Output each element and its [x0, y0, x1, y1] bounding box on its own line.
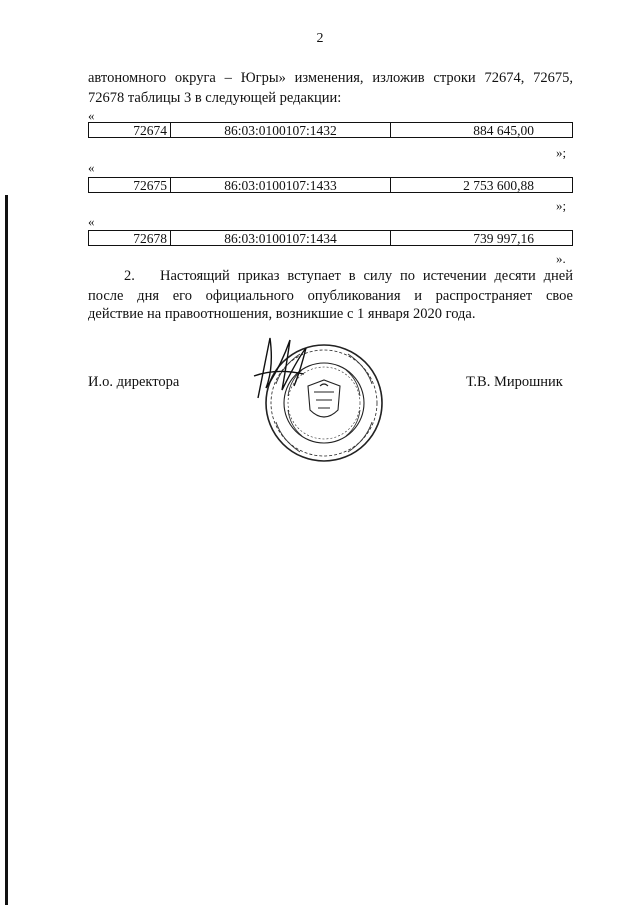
signatory-name: Т.В. Мирошник: [466, 374, 563, 390]
row-cadastral-number: 86:03:0100107:1434: [171, 231, 391, 245]
row-id: 72674: [89, 123, 171, 137]
row-cadastral-number: 86:03:0100107:1432: [171, 123, 391, 137]
close-quote-1: »;: [556, 145, 567, 160]
paragraph-line-2: после дня его официального опубликования и распространяет свое: [88, 288, 573, 304]
open-quote-1: «: [88, 108, 95, 123]
paragraph-line-1: Настоящий приказ вступает в силу по истечении десяти дней: [160, 268, 573, 284]
row-cadastral-number: 86:03:0100107:1433: [171, 178, 391, 192]
open-quote-2: «: [88, 160, 95, 175]
paragraph-line-3: действие на правоотношения, возникшие с 1 января 2020 года.: [88, 306, 476, 322]
row-value: 2 753 600,88: [463, 178, 534, 193]
intro-line-2: 72678 таблицы 3 в следующей редакции:: [88, 90, 342, 106]
row-value: 884 645,00: [473, 123, 534, 138]
table-row-72678: [88, 230, 573, 246]
intro-line-1: автономного округа – Югры» изменения, изложив строки 72674, 72675,: [88, 70, 573, 86]
left-scan-edge: [5, 195, 8, 905]
handwritten-signature: [246, 328, 316, 408]
paragraph-number: 2.: [124, 268, 135, 284]
table-row-72675: [88, 177, 573, 193]
signatory-position: И.о. директора: [88, 374, 180, 390]
open-quote-3: «: [88, 214, 95, 229]
close-quote-2: »;: [556, 198, 567, 213]
table-row-72674: [88, 122, 573, 138]
row-value: 739 997,16: [473, 231, 534, 246]
row-id: 72675: [89, 178, 171, 192]
row-id: 72678: [89, 231, 171, 245]
page-number: 2: [316, 31, 324, 46]
close-quote-3: ».: [556, 251, 566, 266]
